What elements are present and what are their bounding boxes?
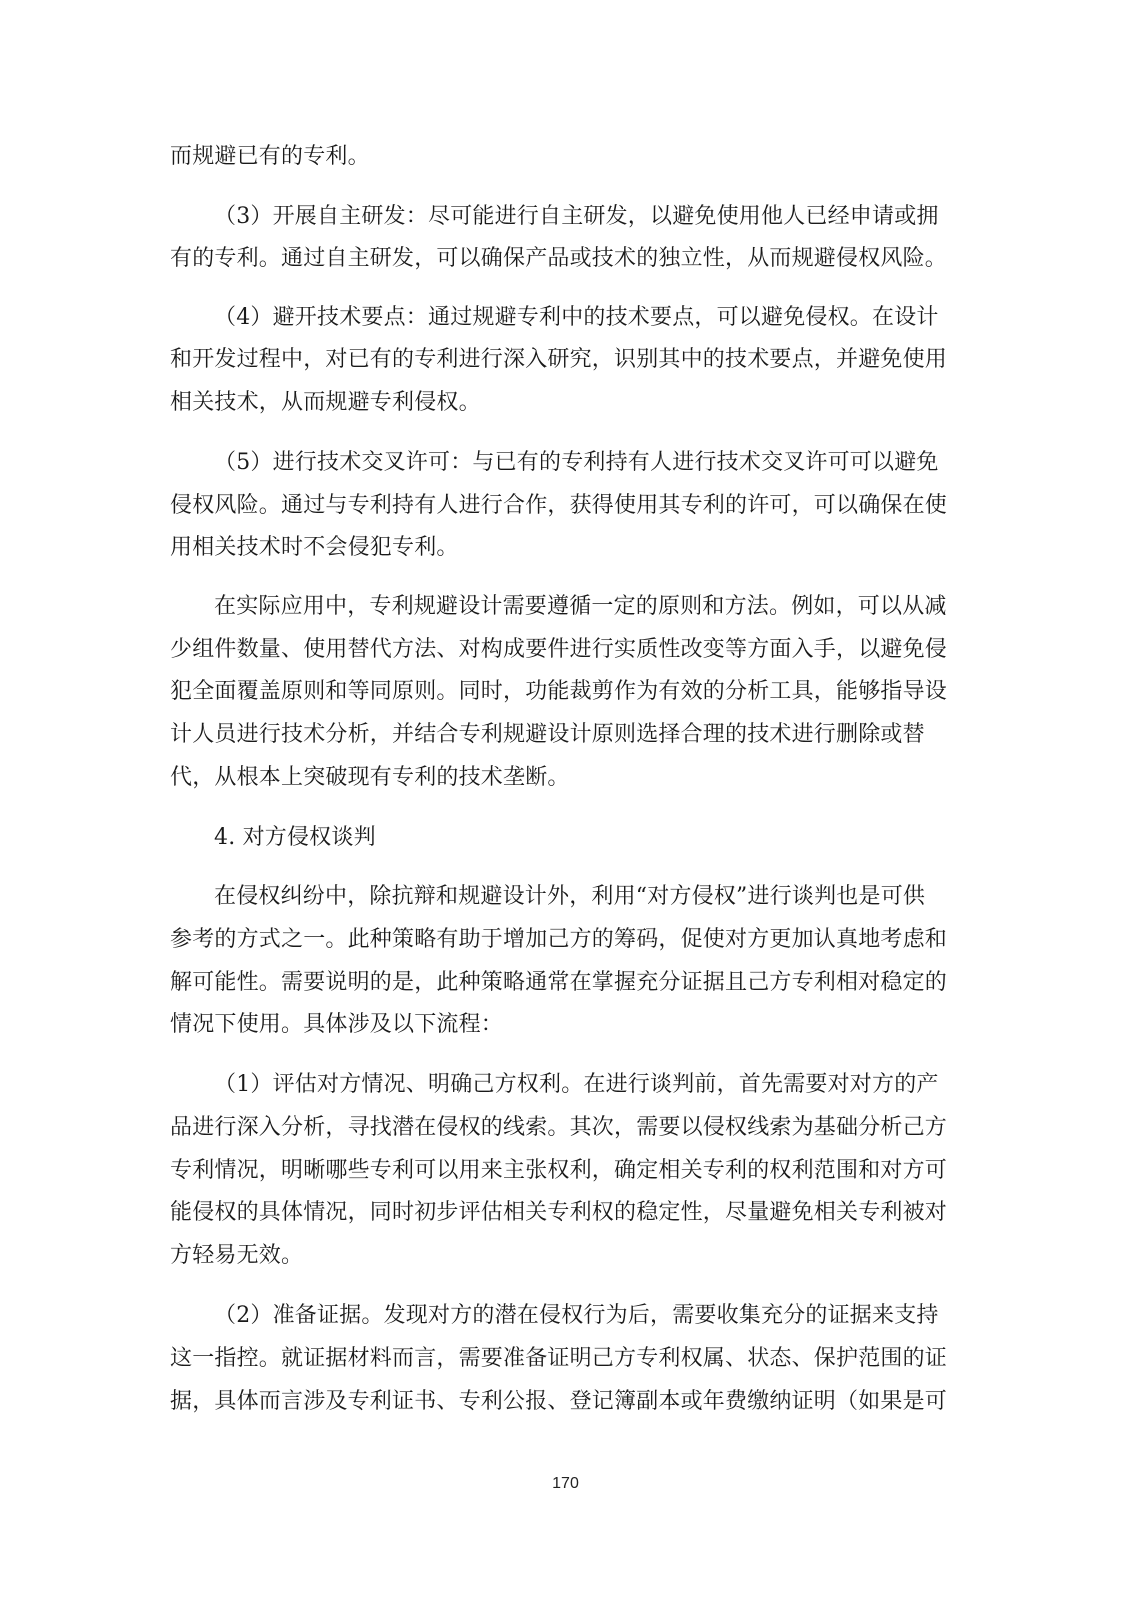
paragraph-4-line-0: 在实际应用中，专利规避设计需要遵循一定的原则和方法。例如，可以从减 xyxy=(214,594,947,619)
paragraph-5-line-0: 在侵权纠纷中，除抗辩和规避设计外，利用“对方侵权”进行谈判也是可供 xyxy=(214,884,926,909)
paragraph-3-line-1: 侵权风险。通过与专利持有人进行合作，获得使用其专利的许可，可以确保在使 xyxy=(170,493,948,518)
paragraph-1-line-0: （3）开展自主研发：尽可能进行自主研发，以避免使用他人已经申请或拥 xyxy=(214,204,939,229)
page-number: 170 xyxy=(552,1475,579,1492)
section-heading: 4. 对方侵权谈判 xyxy=(214,825,376,850)
paragraph-4-line-2: 犯全面覆盖原则和等同原则。同时，功能裁剪作为有效的分析工具，能够指导设 xyxy=(170,679,948,704)
paragraph-7-line-0: （2）准备证据。发现对方的潜在侵权行为后，需要收集充分的证据来支持 xyxy=(214,1303,939,1328)
paragraph-5-line-1: 参考的方式之一。此种策略有助于增加己方的筹码，促使对方更加认真地考虑和 xyxy=(170,927,948,952)
paragraph-2-line-0: （4）避开技术要点：通过规避专利中的技术要点，可以避免侵权。在设计 xyxy=(214,305,939,330)
paragraph-7-line-1: 这一指控。就证据材料而言，需要准备证明己方专利权属、状态、保护范围的证 xyxy=(170,1346,948,1371)
paragraph-4-line-4: 代，从根本上突破现有专利的技术垄断。 xyxy=(170,765,570,790)
paragraph-6-line-3: 能侵权的具体情况，同时初步评估相关专利权的稳定性，尽量避免相关专利被对 xyxy=(170,1200,948,1225)
paragraph-0-line-0: 而规避已有的专利。 xyxy=(170,144,370,169)
paragraph-6-line-2: 专利情况，明晰哪些专利可以用来主张权利，确定相关专利的权利范围和对方可 xyxy=(170,1158,948,1183)
paragraph-6-line-0: （1）评估对方情况、明确己方权利。在进行谈判前，首先需要对对方的产 xyxy=(214,1072,939,1097)
paragraph-6-line-1: 品进行深入分析，寻找潜在侵权的线索。其次，需要以侵权线索为基础分析己方 xyxy=(170,1115,948,1140)
paragraph-5-line-3: 情况下使用。具体涉及以下流程： xyxy=(170,1012,504,1037)
paragraph-4-line-1: 少组件数量、使用替代方法、对构成要件进行实质性改变等方面入手，以避免侵 xyxy=(170,637,948,662)
paragraph-4-line-3: 计人员进行技术分析，并结合专利规避设计原则选择合理的技术进行删除或替 xyxy=(170,722,925,747)
paragraph-3-line-2: 用相关技术时不会侵犯专利。 xyxy=(170,535,459,560)
paragraph-5-line-2: 解可能性。需要说明的是，此种策略通常在掌握充分证据且己方专利相对稳定的 xyxy=(170,970,948,995)
paragraph-3-line-0: （5）进行技术交叉许可：与已有的专利持有人进行技术交叉许可可以避免 xyxy=(214,450,939,475)
paragraph-2-line-2: 相关技术，从而规避专利侵权。 xyxy=(170,390,481,415)
paragraph-7-line-2: 据，具体而言涉及专利证书、专利公报、登记簿副本或年费缴纳证明（如果是可 xyxy=(170,1389,948,1414)
paragraph-6-line-4: 方轻易无效。 xyxy=(170,1243,304,1268)
paragraph-2-line-1: 和开发过程中，对已有的专利进行深入研究，识别其中的技术要点，并避免使用 xyxy=(170,347,948,372)
paragraph-1-line-1: 有的专利。通过自主研发，可以确保产品或技术的独立性，从而规避侵权风险。 xyxy=(170,246,948,271)
